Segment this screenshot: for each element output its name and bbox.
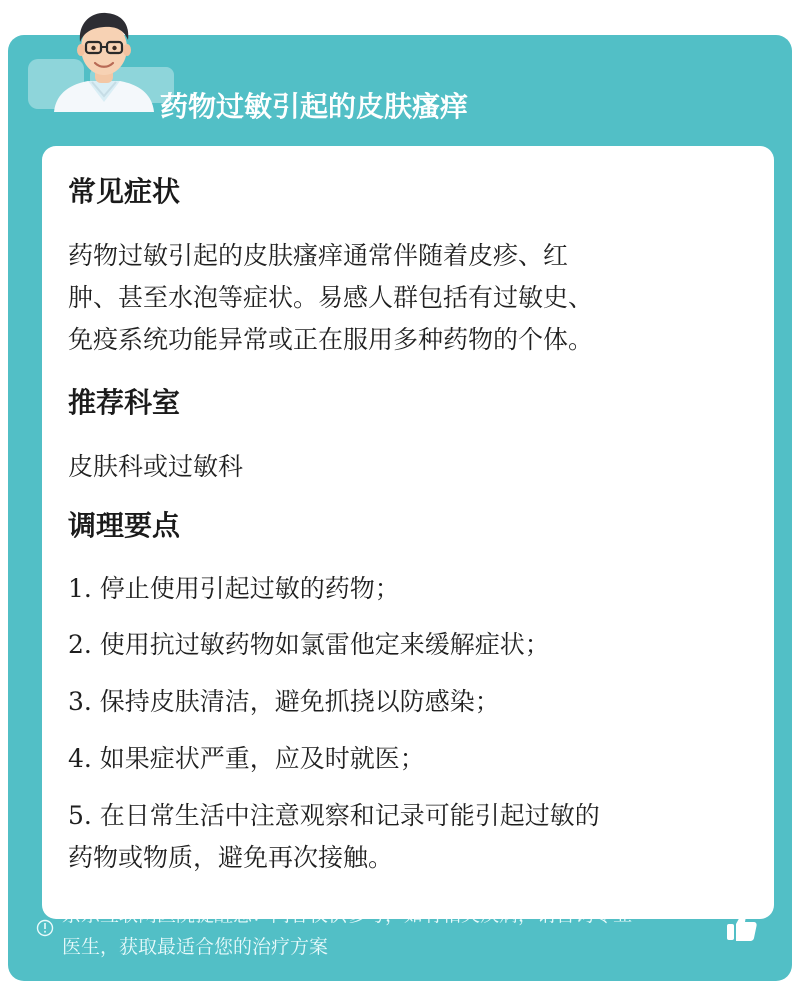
list-item: [68, 681, 748, 723]
list-number: 1.: [68, 574, 92, 603]
list-number: 2.: [68, 630, 92, 659]
page-title: 药物过敏引起的皮肤瘙痒: [160, 90, 469, 123]
doctor-avatar: [48, 8, 160, 112]
disclaimer-line: 医生，获取最适合您的治疗方案: [62, 936, 329, 958]
department-text: 皮肤科或过敏科: [68, 452, 244, 481]
list-text-continued: 药物或物质，避免再次接触。: [68, 843, 394, 872]
info-icon: [36, 919, 54, 937]
list-text: 保持皮肤清洁，避免抓挠以防感染；: [91, 687, 500, 716]
list-item: [68, 568, 748, 610]
list-text: 如果症状严重，应及时就医；: [91, 744, 425, 773]
list-text: 在日常生活中注意观察和记录可能引起过敏的: [91, 801, 600, 830]
list-number: 4.: [68, 744, 92, 773]
content-card: [42, 146, 774, 919]
list-number: 5.: [68, 801, 92, 830]
advice-panel: [8, 35, 792, 981]
list-item: [68, 624, 748, 666]
list-number: 3.: [68, 687, 92, 716]
list-item: [68, 795, 748, 879]
symptoms-line: 药物过敏引起的皮肤瘙痒通常伴随着皮疹、红: [68, 241, 569, 270]
list-text: 使用抗过敏药物如氯雷他定来缓解症状；: [91, 630, 550, 659]
list-item: [68, 738, 748, 780]
symptoms-line: 免疫系统功能异常或正在服用多种药物的个体。: [68, 325, 594, 354]
section-title-symptoms: 常见症状: [68, 175, 181, 208]
symptoms-text: [68, 235, 718, 361]
symptoms-line: 肿、甚至水泡等症状。易感人群包括有过敏史、: [68, 283, 594, 312]
section-title-department: 推荐科室: [68, 386, 181, 419]
section-title-care: 调理要点: [68, 509, 181, 542]
list-text: 停止使用引起过敏的药物；: [91, 574, 400, 603]
